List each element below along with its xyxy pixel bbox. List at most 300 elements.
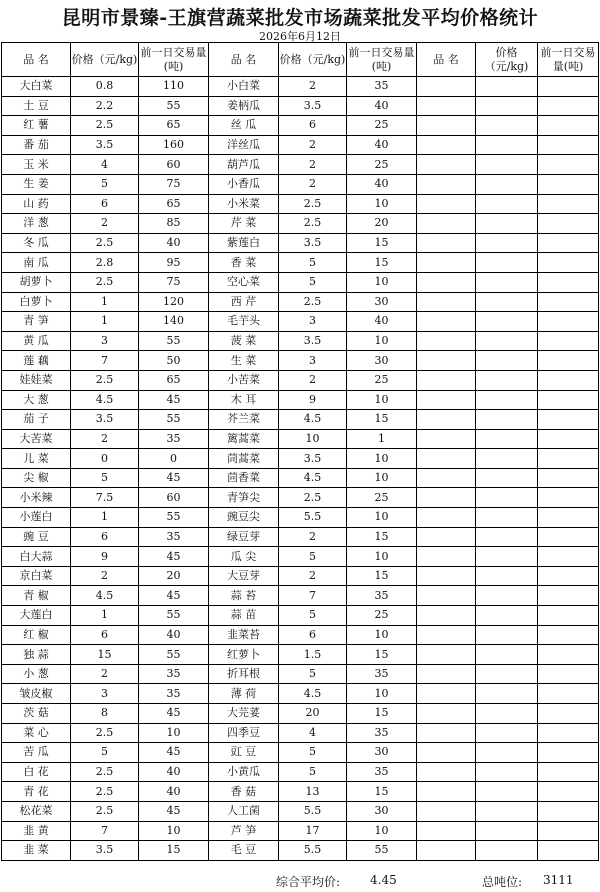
header-price: 价格（元/kg) <box>71 43 139 77</box>
item-price: 5 <box>279 606 347 626</box>
empty-cell <box>417 370 476 390</box>
empty-cell <box>476 625 538 645</box>
item-name: 香 菇 <box>209 782 279 802</box>
table-row <box>2 782 599 802</box>
empty-cell <box>417 586 476 606</box>
empty-cell <box>476 664 538 684</box>
item-volume: 40 <box>139 625 209 645</box>
item-price: 4.5 <box>71 390 139 410</box>
empty-cell <box>476 116 538 136</box>
empty-cell <box>476 782 538 802</box>
item-name: 独 蒜 <box>2 645 71 665</box>
empty-cell <box>476 762 538 782</box>
item-volume: 35 <box>347 664 417 684</box>
item-name: 西 芹 <box>209 292 279 312</box>
empty-cell <box>417 625 476 645</box>
empty-cell <box>476 801 538 821</box>
empty-cell <box>538 743 599 763</box>
item-volume: 45 <box>139 586 209 606</box>
item-name: 红 薯 <box>2 116 71 136</box>
item-price: 6 <box>71 625 139 645</box>
item-price: 0.8 <box>71 77 139 97</box>
item-volume: 45 <box>139 743 209 763</box>
item-name: 姜柄瓜 <box>209 96 279 116</box>
empty-cell <box>538 684 599 704</box>
item-price: 2 <box>71 664 139 684</box>
empty-cell <box>476 174 538 194</box>
empty-cell <box>417 410 476 430</box>
empty-cell <box>538 606 599 626</box>
item-volume: 15 <box>347 253 417 273</box>
summary-footer <box>0 873 600 891</box>
item-price: 4.5 <box>279 468 347 488</box>
item-name: 紫莲白 <box>209 233 279 253</box>
item-volume: 40 <box>139 233 209 253</box>
empty-cell <box>417 253 476 273</box>
item-volume: 85 <box>139 214 209 234</box>
table-row <box>2 664 599 684</box>
item-name: 青 椒 <box>2 586 71 606</box>
item-name: 生 菜 <box>209 351 279 371</box>
item-price: 1.5 <box>279 645 347 665</box>
item-price: 5.5 <box>279 841 347 861</box>
item-volume: 65 <box>139 116 209 136</box>
empty-cell <box>476 77 538 97</box>
item-price: 6 <box>279 625 347 645</box>
total-tonnage-label: 总吨位: <box>482 875 523 889</box>
item-price: 1 <box>71 312 139 332</box>
empty-cell <box>476 312 538 332</box>
empty-cell <box>476 214 538 234</box>
item-volume: 1 <box>347 429 417 449</box>
empty-cell <box>417 841 476 861</box>
table-row <box>2 586 599 606</box>
item-name: 洋丝瓜 <box>209 135 279 155</box>
item-name: 薄 荷 <box>209 684 279 704</box>
item-volume: 35 <box>347 762 417 782</box>
item-name: 红 椒 <box>2 625 71 645</box>
empty-cell <box>417 272 476 292</box>
table-row <box>2 468 599 488</box>
item-volume: 75 <box>139 174 209 194</box>
header-name: 品 名 <box>2 43 71 77</box>
item-price: 15 <box>71 645 139 665</box>
empty-cell <box>476 743 538 763</box>
item-price: 0 <box>71 449 139 469</box>
table-row <box>2 233 599 253</box>
item-volume: 35 <box>347 77 417 97</box>
item-price: 5 <box>279 272 347 292</box>
item-name: 松花菜 <box>2 801 71 821</box>
empty-cell <box>538 312 599 332</box>
empty-cell <box>538 292 599 312</box>
item-price: 2.2 <box>71 96 139 116</box>
item-name: 洋 葱 <box>2 214 71 234</box>
empty-cell <box>538 331 599 351</box>
empty-cell <box>538 586 599 606</box>
item-name: 青 笋 <box>2 312 71 332</box>
empty-cell <box>476 527 538 547</box>
table-row <box>2 96 599 116</box>
item-price: 2 <box>71 429 139 449</box>
empty-cell <box>417 743 476 763</box>
table-row <box>2 77 599 97</box>
item-price: 2.5 <box>71 723 139 743</box>
item-name: 茼蒿菜 <box>209 449 279 469</box>
item-volume: 15 <box>347 782 417 802</box>
item-name: 青笋尖 <box>209 488 279 508</box>
item-price: 6 <box>71 527 139 547</box>
item-volume: 60 <box>139 488 209 508</box>
item-name: 瓜 尖 <box>209 547 279 567</box>
item-name: 土 豆 <box>2 96 71 116</box>
empty-cell <box>476 566 538 586</box>
table-row <box>2 351 599 371</box>
item-name: 菠 菜 <box>209 331 279 351</box>
empty-cell <box>476 468 538 488</box>
empty-cell <box>417 351 476 371</box>
item-name: 芥兰菜 <box>209 410 279 430</box>
item-volume: 55 <box>347 841 417 861</box>
item-name: 空心菜 <box>209 272 279 292</box>
empty-cell <box>417 723 476 743</box>
empty-cell <box>538 135 599 155</box>
empty-cell <box>417 331 476 351</box>
item-price: 3.5 <box>279 331 347 351</box>
table-row <box>2 272 599 292</box>
item-name: 大苦菜 <box>2 429 71 449</box>
empty-cell <box>538 782 599 802</box>
empty-cell <box>538 566 599 586</box>
empty-cell <box>417 684 476 704</box>
empty-cell <box>538 488 599 508</box>
item-price: 5 <box>71 174 139 194</box>
empty-cell <box>538 96 599 116</box>
item-name: 小米辣 <box>2 488 71 508</box>
empty-cell <box>538 704 599 724</box>
empty-cell <box>417 547 476 567</box>
item-volume: 15 <box>139 841 209 861</box>
item-price: 2 <box>279 77 347 97</box>
item-name: 小莲白 <box>2 508 71 528</box>
item-volume: 15 <box>347 527 417 547</box>
item-volume: 15 <box>347 233 417 253</box>
empty-cell <box>417 174 476 194</box>
empty-cell <box>417 606 476 626</box>
item-price: 7 <box>279 586 347 606</box>
item-name: 木 耳 <box>209 390 279 410</box>
empty-cell <box>476 684 538 704</box>
item-price: 7 <box>71 821 139 841</box>
table-row <box>2 488 599 508</box>
item-volume: 140 <box>139 312 209 332</box>
item-volume: 65 <box>139 370 209 390</box>
header-volume: 前一日交易量(吨) <box>538 43 599 77</box>
item-price: 2 <box>279 566 347 586</box>
table-row <box>2 508 599 528</box>
item-price: 3 <box>279 351 347 371</box>
item-price: 2 <box>279 135 347 155</box>
item-volume: 35 <box>139 664 209 684</box>
empty-cell <box>538 233 599 253</box>
item-name: 韭 菜 <box>2 841 71 861</box>
item-volume: 10 <box>347 508 417 528</box>
empty-cell <box>538 547 599 567</box>
item-volume: 10 <box>347 194 417 214</box>
item-price: 5 <box>71 468 139 488</box>
item-price: 5 <box>279 547 347 567</box>
item-name: 尖 椒 <box>2 468 71 488</box>
empty-cell <box>476 272 538 292</box>
item-price: 5 <box>279 664 347 684</box>
item-name: 豌豆尖 <box>209 508 279 528</box>
table-row <box>2 155 599 175</box>
empty-cell <box>538 155 599 175</box>
item-volume: 15 <box>347 410 417 430</box>
item-name: 葫芦瓜 <box>209 155 279 175</box>
item-volume: 60 <box>139 155 209 175</box>
item-volume: 10 <box>139 821 209 841</box>
item-price: 3.5 <box>279 233 347 253</box>
item-volume: 40 <box>347 174 417 194</box>
table-row <box>2 116 599 136</box>
item-price: 17 <box>279 821 347 841</box>
header-name: 品 名 <box>417 43 476 77</box>
item-price: 4 <box>71 155 139 175</box>
item-volume: 25 <box>347 606 417 626</box>
item-name: 山 药 <box>2 194 71 214</box>
item-volume: 30 <box>347 292 417 312</box>
item-volume: 25 <box>347 370 417 390</box>
empty-cell <box>417 429 476 449</box>
item-volume: 55 <box>139 645 209 665</box>
item-price: 2 <box>71 214 139 234</box>
page-title: 昆明市景臻-王旗营蔬菜批发市场蔬菜批发平均价格统计 <box>61 7 539 29</box>
item-volume: 10 <box>139 723 209 743</box>
table-body <box>2 77 599 861</box>
item-price: 2.5 <box>71 801 139 821</box>
item-name: 京白菜 <box>2 566 71 586</box>
table-row <box>2 547 599 567</box>
empty-cell <box>417 508 476 528</box>
item-name: 毛 豆 <box>209 841 279 861</box>
item-volume: 30 <box>347 743 417 763</box>
table-row <box>2 214 599 234</box>
item-name: 人工菌 <box>209 801 279 821</box>
item-price: 2.5 <box>71 370 139 390</box>
table-row <box>2 370 599 390</box>
empty-cell <box>538 116 599 136</box>
item-name: 皱皮椒 <box>2 684 71 704</box>
item-volume: 45 <box>139 390 209 410</box>
item-name: 大豆芽 <box>209 566 279 586</box>
item-name: 小 葱 <box>2 664 71 684</box>
item-price: 3.5 <box>71 841 139 861</box>
item-volume: 10 <box>347 821 417 841</box>
item-volume: 15 <box>347 704 417 724</box>
item-name: 小白菜 <box>209 77 279 97</box>
item-price: 5 <box>279 743 347 763</box>
empty-cell <box>538 723 599 743</box>
empty-cell <box>538 625 599 645</box>
item-volume: 160 <box>139 135 209 155</box>
table-row <box>2 821 599 841</box>
item-price: 4.5 <box>279 410 347 430</box>
item-name: 篱蒿菜 <box>209 429 279 449</box>
item-price: 5 <box>71 743 139 763</box>
empty-cell <box>417 449 476 469</box>
empty-cell <box>476 645 538 665</box>
item-price: 7 <box>71 351 139 371</box>
empty-cell <box>417 292 476 312</box>
item-name: 南 瓜 <box>2 253 71 273</box>
table-row <box>2 174 599 194</box>
item-name: 苦 瓜 <box>2 743 71 763</box>
empty-cell <box>417 801 476 821</box>
empty-cell <box>538 801 599 821</box>
item-volume: 35 <box>139 429 209 449</box>
item-volume: 55 <box>139 508 209 528</box>
report-date: 2026年6月12日 <box>259 30 341 43</box>
item-volume: 55 <box>139 331 209 351</box>
item-volume: 25 <box>347 116 417 136</box>
item-name: 番 茄 <box>2 135 71 155</box>
item-name: 四季豆 <box>209 723 279 743</box>
empty-cell <box>538 664 599 684</box>
empty-cell <box>538 253 599 273</box>
empty-cell <box>476 96 538 116</box>
item-price: 9 <box>279 390 347 410</box>
item-volume: 45 <box>139 547 209 567</box>
empty-cell <box>476 233 538 253</box>
item-price: 3.5 <box>279 96 347 116</box>
empty-cell <box>538 390 599 410</box>
item-name: 大 葱 <box>2 390 71 410</box>
item-volume: 55 <box>139 606 209 626</box>
item-price: 2 <box>279 155 347 175</box>
empty-cell <box>476 547 538 567</box>
item-name: 大莲白 <box>2 606 71 626</box>
empty-cell <box>476 429 538 449</box>
table-row <box>2 723 599 743</box>
empty-cell <box>538 214 599 234</box>
avg-price-label: 综合平均价: <box>276 875 341 889</box>
item-volume: 25 <box>347 488 417 508</box>
empty-cell <box>476 586 538 606</box>
item-price: 2 <box>279 370 347 390</box>
item-name: 蒜 苔 <box>209 586 279 606</box>
item-name: 丝 瓜 <box>209 116 279 136</box>
item-name: 红萝卜 <box>209 645 279 665</box>
empty-cell <box>476 410 538 430</box>
header-volume: 前一日交易量(吨) <box>347 43 417 77</box>
empty-cell <box>538 370 599 390</box>
empty-cell <box>476 508 538 528</box>
header-name: 品 名 <box>209 43 279 77</box>
item-price: 2 <box>71 566 139 586</box>
item-volume: 10 <box>347 625 417 645</box>
empty-cell <box>417 155 476 175</box>
table-header-row <box>2 43 599 77</box>
item-volume: 40 <box>139 782 209 802</box>
empty-cell <box>417 390 476 410</box>
empty-cell <box>417 645 476 665</box>
table-row <box>2 625 599 645</box>
item-name: 豌 豆 <box>2 527 71 547</box>
item-price: 1 <box>71 292 139 312</box>
empty-cell <box>476 135 538 155</box>
empty-cell <box>417 135 476 155</box>
item-price: 4.5 <box>71 586 139 606</box>
item-volume: 75 <box>139 272 209 292</box>
empty-cell <box>417 821 476 841</box>
item-volume: 10 <box>347 390 417 410</box>
empty-cell <box>417 566 476 586</box>
empty-cell <box>476 292 538 312</box>
item-price: 6 <box>71 194 139 214</box>
item-price: 1 <box>71 508 139 528</box>
item-price: 2.5 <box>71 272 139 292</box>
item-name: 香 菜 <box>209 253 279 273</box>
item-name: 小苦菜 <box>209 370 279 390</box>
header-price: 价格（元/kg) <box>476 43 538 77</box>
item-volume: 10 <box>347 547 417 567</box>
item-volume: 35 <box>139 684 209 704</box>
item-volume: 95 <box>139 253 209 273</box>
empty-cell <box>538 429 599 449</box>
item-price: 2.5 <box>279 194 347 214</box>
table-row <box>2 253 599 273</box>
empty-cell <box>476 841 538 861</box>
item-volume: 10 <box>347 331 417 351</box>
table-row <box>2 135 599 155</box>
empty-cell <box>538 174 599 194</box>
item-price: 3.5 <box>71 410 139 430</box>
empty-cell <box>476 351 538 371</box>
item-volume: 20 <box>139 566 209 586</box>
item-volume: 15 <box>347 645 417 665</box>
item-price: 7.5 <box>71 488 139 508</box>
table-row <box>2 645 599 665</box>
item-volume: 45 <box>139 704 209 724</box>
item-name: 毛芋头 <box>209 312 279 332</box>
empty-cell <box>476 390 538 410</box>
item-name: 莲 藕 <box>2 351 71 371</box>
item-name: 胡萝卜 <box>2 272 71 292</box>
empty-cell <box>417 233 476 253</box>
item-name: 白大蒜 <box>2 547 71 567</box>
item-price: 2 <box>279 527 347 547</box>
empty-cell <box>476 370 538 390</box>
item-volume: 10 <box>347 449 417 469</box>
item-name: 大白菜 <box>2 77 71 97</box>
total-tonnage-value: 3111 <box>543 873 574 887</box>
empty-cell <box>417 214 476 234</box>
empty-cell <box>476 723 538 743</box>
header-volume: 前一日交易量(吨) <box>139 43 209 77</box>
empty-cell <box>417 762 476 782</box>
item-volume: 40 <box>347 135 417 155</box>
empty-cell <box>538 508 599 528</box>
item-name: 茴香菜 <box>209 468 279 488</box>
item-name: 蒜 苗 <box>209 606 279 626</box>
header-price: 价格（元/kg) <box>279 43 347 77</box>
empty-cell <box>417 116 476 136</box>
price-table <box>1 42 599 861</box>
item-name: 韭 黄 <box>2 821 71 841</box>
item-volume: 10 <box>347 468 417 488</box>
item-price: 2.5 <box>71 762 139 782</box>
